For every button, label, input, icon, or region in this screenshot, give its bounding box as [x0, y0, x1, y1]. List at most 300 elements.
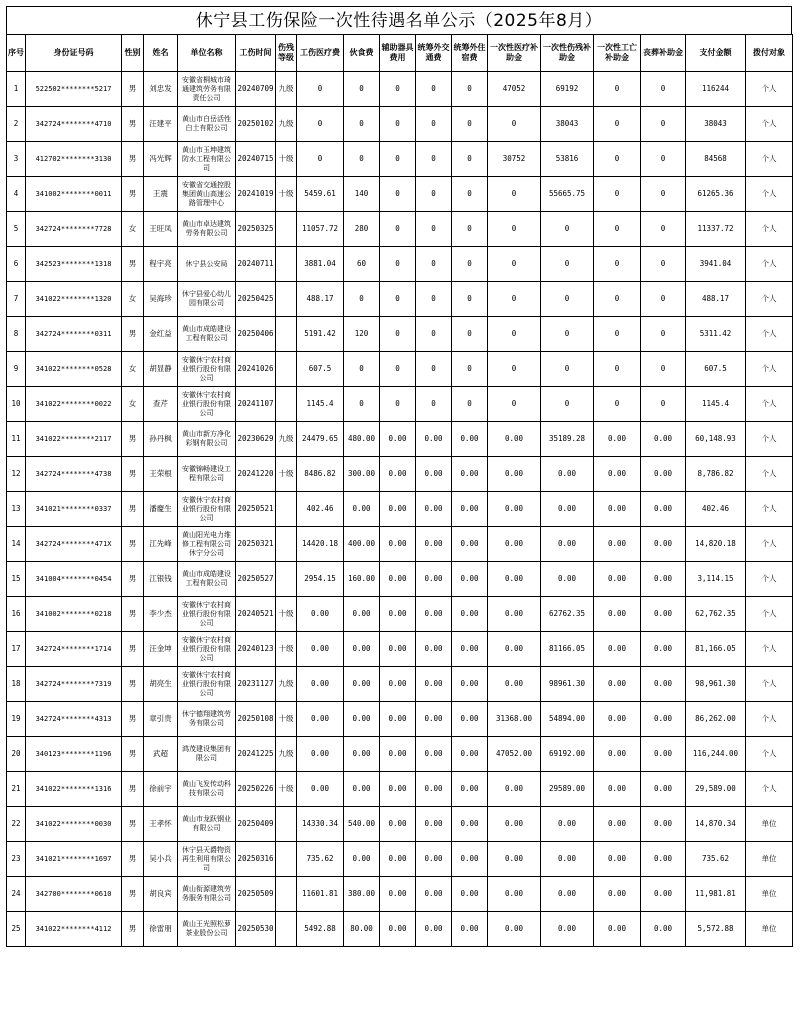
funeral-subsidy-cell: 0.00: [641, 667, 686, 702]
payment-amount-cell: 11,981.81: [686, 877, 746, 912]
meal-fee-cell: 0.00: [344, 597, 380, 632]
transport-fee-cell: 0.00: [416, 527, 452, 562]
name-cell: 查芹: [144, 387, 178, 422]
one-time-medical-subsidy-cell: 31368.00: [488, 702, 541, 737]
row-number-cell: 11: [7, 422, 26, 457]
assistive-device-fee-cell: 0.00: [380, 632, 416, 667]
name-cell: 王荣根: [144, 457, 178, 492]
one-time-medical-subsidy-cell: 0.00: [488, 667, 541, 702]
gender-cell: 男: [122, 142, 144, 177]
table-row: [7, 457, 793, 492]
one-time-disability-subsidy-cell: 0: [541, 282, 594, 317]
lodging-fee-cell: 0: [452, 177, 488, 212]
transport-fee-cell: 0: [416, 212, 452, 247]
assistive-device-fee-cell: 0.00: [380, 492, 416, 527]
one-time-death-subsidy-cell: 0.00: [594, 457, 641, 492]
funeral-subsidy-cell: 0.00: [641, 597, 686, 632]
medical-fee-cell: 5459.61: [297, 177, 344, 212]
payee-type-cell: 个人: [746, 247, 793, 282]
disability-grade-cell: 九级: [276, 422, 297, 457]
employer-name-cell: 安徽休宁农村商业银行股份有限公司: [178, 352, 236, 387]
lodging-fee-cell: 0.00: [452, 562, 488, 597]
medical-fee-cell: 11057.72: [297, 212, 344, 247]
column-header: 序号: [7, 35, 26, 72]
assistive-device-fee-cell: 0: [380, 317, 416, 352]
employer-name-cell: 黄山飞发传动科技有限公司: [178, 772, 236, 807]
assistive-device-fee-cell: 0: [380, 142, 416, 177]
table-row: [7, 282, 793, 317]
column-header: 姓名: [144, 35, 178, 72]
payee-type-cell: 个人: [746, 492, 793, 527]
payment-amount-cell: 8,786.82: [686, 457, 746, 492]
one-time-death-subsidy-cell: 0.00: [594, 597, 641, 632]
transport-fee-cell: 0.00: [416, 877, 452, 912]
gender-cell: 男: [122, 597, 144, 632]
one-time-disability-subsidy-cell: 55665.75: [541, 177, 594, 212]
funeral-subsidy-cell: 0.00: [641, 422, 686, 457]
payment-amount-cell: 62,762.35: [686, 597, 746, 632]
transport-fee-cell: 0: [416, 387, 452, 422]
one-time-death-subsidy-cell: 0.00: [594, 632, 641, 667]
gender-cell: 男: [122, 492, 144, 527]
name-cell: 程宇亮: [144, 247, 178, 282]
injury-date-cell: 20241019: [236, 177, 276, 212]
lodging-fee-cell: 0.00: [452, 912, 488, 947]
table-row: [7, 597, 793, 632]
meal-fee-cell: 0.00: [344, 667, 380, 702]
id-number-cell: 341002********0011: [26, 177, 122, 212]
one-time-medical-subsidy-cell: 0: [488, 387, 541, 422]
employer-name-cell: 鸿茂建设集团有限公司: [178, 737, 236, 772]
transport-fee-cell: 0.00: [416, 457, 452, 492]
employer-name-cell: 黄山市玉坤建筑防水工程有限公司: [178, 142, 236, 177]
transport-fee-cell: 0: [416, 72, 452, 107]
table-row: [7, 317, 793, 352]
row-number-cell: 5: [7, 212, 26, 247]
one-time-death-subsidy-cell: 0: [594, 247, 641, 282]
id-number-cell: 340123********1196: [26, 737, 122, 772]
payee-type-cell: 单位: [746, 912, 793, 947]
row-number-cell: 7: [7, 282, 26, 317]
injury-date-cell: 20240521: [236, 597, 276, 632]
meal-fee-cell: 0.00: [344, 702, 380, 737]
one-time-death-subsidy-cell: 0.00: [594, 667, 641, 702]
funeral-subsidy-cell: 0: [641, 72, 686, 107]
payee-type-cell: 个人: [746, 422, 793, 457]
meal-fee-cell: 0: [344, 72, 380, 107]
lodging-fee-cell: 0: [452, 387, 488, 422]
row-number-cell: 18: [7, 667, 26, 702]
row-number-cell: 4: [7, 177, 26, 212]
name-cell: 胡良宾: [144, 877, 178, 912]
row-number-cell: 1: [7, 72, 26, 107]
gender-cell: 女: [122, 212, 144, 247]
one-time-death-subsidy-cell: 0.00: [594, 562, 641, 597]
id-number-cell: 341022********1316: [26, 772, 122, 807]
one-time-disability-subsidy-cell: 0: [541, 317, 594, 352]
medical-fee-cell: 0: [297, 72, 344, 107]
gender-cell: 男: [122, 72, 144, 107]
row-number-cell: 25: [7, 912, 26, 947]
meal-fee-cell: 0: [344, 387, 380, 422]
meal-fee-cell: 280: [344, 212, 380, 247]
meal-fee-cell: 160.00: [344, 562, 380, 597]
name-cell: 武超: [144, 737, 178, 772]
row-number-cell: 8: [7, 317, 26, 352]
one-time-medical-subsidy-cell: 0.00: [488, 597, 541, 632]
payee-type-cell: 个人: [746, 107, 793, 142]
row-number-cell: 17: [7, 632, 26, 667]
compensation-table: [6, 34, 793, 947]
medical-fee-cell: 5492.88: [297, 912, 344, 947]
one-time-death-subsidy-cell: 0: [594, 212, 641, 247]
meal-fee-cell: 0.00: [344, 632, 380, 667]
assistive-device-fee-cell: 0.00: [380, 877, 416, 912]
column-header: 统筹外交通费: [416, 35, 452, 72]
transport-fee-cell: 0.00: [416, 772, 452, 807]
gender-cell: 男: [122, 632, 144, 667]
gender-cell: 男: [122, 842, 144, 877]
payment-amount-cell: 116,244.00: [686, 737, 746, 772]
name-cell: 江先峰: [144, 527, 178, 562]
table-row: [7, 352, 793, 387]
column-header: 伙食费: [344, 35, 380, 72]
disability-grade-cell: 十级: [276, 702, 297, 737]
table-row: [7, 807, 793, 842]
one-time-disability-subsidy-cell: 38043: [541, 107, 594, 142]
payment-amount-cell: 29,589.00: [686, 772, 746, 807]
transport-fee-cell: 0.00: [416, 667, 452, 702]
row-number-cell: 10: [7, 387, 26, 422]
funeral-subsidy-cell: 0.00: [641, 492, 686, 527]
one-time-disability-subsidy-cell: 0.00: [541, 877, 594, 912]
table-row: [7, 177, 793, 212]
transport-fee-cell: 0.00: [416, 842, 452, 877]
meal-fee-cell: 0: [344, 107, 380, 142]
id-number-cell: 342724********1714: [26, 632, 122, 667]
funeral-subsidy-cell: 0.00: [641, 562, 686, 597]
one-time-death-subsidy-cell: 0.00: [594, 842, 641, 877]
name-cell: 金红益: [144, 317, 178, 352]
one-time-disability-subsidy-cell: 0.00: [541, 527, 594, 562]
one-time-death-subsidy-cell: 0.00: [594, 492, 641, 527]
one-time-death-subsidy-cell: 0.00: [594, 877, 641, 912]
row-number-cell: 22: [7, 807, 26, 842]
assistive-device-fee-cell: 0: [380, 387, 416, 422]
funeral-subsidy-cell: 0.00: [641, 912, 686, 947]
lodging-fee-cell: 0: [452, 317, 488, 352]
injury-date-cell: 20241107: [236, 387, 276, 422]
funeral-subsidy-cell: 0.00: [641, 772, 686, 807]
lodging-fee-cell: 0.00: [452, 877, 488, 912]
assistive-device-fee-cell: 0.00: [380, 597, 416, 632]
employer-name-cell: 安徽锦畅建设工程有限公司: [178, 457, 236, 492]
gender-cell: 女: [122, 352, 144, 387]
payment-amount-cell: 14,820.18: [686, 527, 746, 562]
disability-grade-cell: [276, 842, 297, 877]
payee-type-cell: 个人: [746, 142, 793, 177]
funeral-subsidy-cell: 0.00: [641, 842, 686, 877]
funeral-subsidy-cell: 0.00: [641, 702, 686, 737]
table-row: [7, 667, 793, 702]
column-header: 工伤医疗费: [297, 35, 344, 72]
transport-fee-cell: 0.00: [416, 737, 452, 772]
meal-fee-cell: 60: [344, 247, 380, 282]
row-number-cell: 9: [7, 352, 26, 387]
disability-grade-cell: 十级: [276, 632, 297, 667]
payee-type-cell: 个人: [746, 457, 793, 492]
lodging-fee-cell: 0.00: [452, 457, 488, 492]
column-header: 丧葬补助金: [641, 35, 686, 72]
assistive-device-fee-cell: 0.00: [380, 737, 416, 772]
injury-date-cell: 20250325: [236, 212, 276, 247]
row-number-cell: 23: [7, 842, 26, 877]
name-cell: 刘忠发: [144, 72, 178, 107]
injury-date-cell: 20250321: [236, 527, 276, 562]
employer-name-cell: 安徽休宁农村商业银行股份有限公司: [178, 387, 236, 422]
column-header: 伤残等级: [276, 35, 297, 72]
medical-fee-cell: 0: [297, 107, 344, 142]
table-row: [7, 422, 793, 457]
column-header: 辅助器具费用: [380, 35, 416, 72]
table-row: [7, 107, 793, 142]
one-time-death-subsidy-cell: 0.00: [594, 737, 641, 772]
employer-name-cell: 黄山市龙跃钢业有限公司: [178, 807, 236, 842]
id-number-cell: 341021********0337: [26, 492, 122, 527]
payment-amount-cell: 98,961.30: [686, 667, 746, 702]
table-row: [7, 387, 793, 422]
one-time-death-subsidy-cell: 0: [594, 352, 641, 387]
meal-fee-cell: 0: [344, 142, 380, 177]
id-number-cell: 342523********1318: [26, 247, 122, 282]
disability-grade-cell: [276, 562, 297, 597]
id-number-cell: 342724********4738: [26, 457, 122, 492]
employer-name-cell: 黄山市卓达建筑劳务有限公司: [178, 212, 236, 247]
assistive-device-fee-cell: 0.00: [380, 562, 416, 597]
row-number-cell: 20: [7, 737, 26, 772]
medical-fee-cell: 0.00: [297, 702, 344, 737]
meal-fee-cell: 300.00: [344, 457, 380, 492]
injury-date-cell: 20250530: [236, 912, 276, 947]
injury-date-cell: 20241225: [236, 737, 276, 772]
column-header: 工伤时间: [236, 35, 276, 72]
id-number-cell: 342724********7319: [26, 667, 122, 702]
transport-fee-cell: 0.00: [416, 422, 452, 457]
one-time-medical-subsidy-cell: 0.00: [488, 562, 541, 597]
injury-date-cell: 20250316: [236, 842, 276, 877]
lodging-fee-cell: 0.00: [452, 422, 488, 457]
meal-fee-cell: 140: [344, 177, 380, 212]
funeral-subsidy-cell: 0.00: [641, 737, 686, 772]
injury-date-cell: 20250226: [236, 772, 276, 807]
id-number-cell: 342700********0610: [26, 877, 122, 912]
column-header: 统筹外住宿费: [452, 35, 488, 72]
row-number-cell: 15: [7, 562, 26, 597]
funeral-subsidy-cell: 0: [641, 352, 686, 387]
assistive-device-fee-cell: 0: [380, 352, 416, 387]
table-row: [7, 212, 793, 247]
one-time-medical-subsidy-cell: 0: [488, 352, 541, 387]
assistive-device-fee-cell: 0.00: [380, 772, 416, 807]
transport-fee-cell: 0: [416, 247, 452, 282]
disability-grade-cell: [276, 527, 297, 562]
payee-type-cell: 单位: [746, 807, 793, 842]
one-time-disability-subsidy-cell: 0.00: [541, 562, 594, 597]
one-time-death-subsidy-cell: 0.00: [594, 527, 641, 562]
name-cell: 江银钱: [144, 562, 178, 597]
one-time-medical-subsidy-cell: 0.00: [488, 772, 541, 807]
medical-fee-cell: 2954.15: [297, 562, 344, 597]
disability-grade-cell: 九级: [276, 737, 297, 772]
one-time-medical-subsidy-cell: 0.00: [488, 632, 541, 667]
column-header: 单位名称: [178, 35, 236, 72]
name-cell: 汪金坤: [144, 632, 178, 667]
one-time-death-subsidy-cell: 0: [594, 387, 641, 422]
employer-name-cell: 安徽休宁农村商业银行股份有限公司: [178, 597, 236, 632]
one-time-medical-subsidy-cell: 0.00: [488, 807, 541, 842]
lodging-fee-cell: 0.00: [452, 807, 488, 842]
one-time-death-subsidy-cell: 0: [594, 177, 641, 212]
table-row: [7, 842, 793, 877]
one-time-disability-subsidy-cell: 69192: [541, 72, 594, 107]
funeral-subsidy-cell: 0: [641, 247, 686, 282]
table-row: [7, 737, 793, 772]
lodging-fee-cell: 0.00: [452, 527, 488, 562]
one-time-disability-subsidy-cell: 0: [541, 352, 594, 387]
medical-fee-cell: 0.00: [297, 632, 344, 667]
id-number-cell: 342724********4710: [26, 107, 122, 142]
lodging-fee-cell: 0.00: [452, 702, 488, 737]
id-number-cell: 522502********5217: [26, 72, 122, 107]
injury-date-cell: 20240709: [236, 72, 276, 107]
lodging-fee-cell: 0: [452, 107, 488, 142]
payee-type-cell: 个人: [746, 562, 793, 597]
row-number-cell: 12: [7, 457, 26, 492]
disability-grade-cell: 九级: [276, 667, 297, 702]
row-number-cell: 24: [7, 877, 26, 912]
injury-date-cell: 20240715: [236, 142, 276, 177]
lodging-fee-cell: 0: [452, 352, 488, 387]
lodging-fee-cell: 0.00: [452, 667, 488, 702]
payment-amount-cell: 14,870.34: [686, 807, 746, 842]
funeral-subsidy-cell: 0.00: [641, 457, 686, 492]
payee-type-cell: 个人: [746, 702, 793, 737]
one-time-disability-subsidy-cell: 0.00: [541, 457, 594, 492]
medical-fee-cell: 735.62: [297, 842, 344, 877]
gender-cell: 男: [122, 107, 144, 142]
injury-date-cell: 20250527: [236, 562, 276, 597]
column-header: 性别: [122, 35, 144, 72]
lodging-fee-cell: 0: [452, 142, 488, 177]
gender-cell: 男: [122, 422, 144, 457]
id-number-cell: 341022********0528: [26, 352, 122, 387]
injury-date-cell: 20250108: [236, 702, 276, 737]
name-cell: 汪建平: [144, 107, 178, 142]
one-time-death-subsidy-cell: 0.00: [594, 912, 641, 947]
gender-cell: 男: [122, 702, 144, 737]
name-cell: 冯光辉: [144, 142, 178, 177]
employer-name-cell: 安徽省交通控股集团黄山高速公路管理中心: [178, 177, 236, 212]
id-number-cell: 341002********0218: [26, 597, 122, 632]
meal-fee-cell: 0: [344, 352, 380, 387]
gender-cell: 男: [122, 247, 144, 282]
name-cell: 胡亮生: [144, 667, 178, 702]
disability-grade-cell: [276, 282, 297, 317]
payee-type-cell: 个人: [746, 772, 793, 807]
funeral-subsidy-cell: 0: [641, 142, 686, 177]
table-row: [7, 527, 793, 562]
employer-name-cell: 黄山市新方净化彩钢有限公司: [178, 422, 236, 457]
meal-fee-cell: 540.00: [344, 807, 380, 842]
transport-fee-cell: 0.00: [416, 807, 452, 842]
name-cell: 徐雷朋: [144, 912, 178, 947]
lodging-fee-cell: 0.00: [452, 632, 488, 667]
payment-amount-cell: 60,148.93: [686, 422, 746, 457]
disability-grade-cell: 十级: [276, 142, 297, 177]
disability-grade-cell: 九级: [276, 72, 297, 107]
lodging-fee-cell: 0: [452, 282, 488, 317]
employer-name-cell: 休宁县公安局: [178, 247, 236, 282]
transport-fee-cell: 0: [416, 107, 452, 142]
id-number-cell: 342724********4313: [26, 702, 122, 737]
employer-name-cell: 休宁县爱心幼儿园有限公司: [178, 282, 236, 317]
name-cell: 徐前宇: [144, 772, 178, 807]
payee-type-cell: 个人: [746, 317, 793, 352]
injury-date-cell: 20250425: [236, 282, 276, 317]
funeral-subsidy-cell: 0.00: [641, 632, 686, 667]
disability-grade-cell: [276, 877, 297, 912]
disability-grade-cell: 十级: [276, 772, 297, 807]
one-time-medical-subsidy-cell: 47052: [488, 72, 541, 107]
one-time-death-subsidy-cell: 0: [594, 107, 641, 142]
payee-type-cell: 个人: [746, 387, 793, 422]
gender-cell: 男: [122, 177, 144, 212]
transport-fee-cell: 0.00: [416, 562, 452, 597]
id-number-cell: 342724********7728: [26, 212, 122, 247]
meal-fee-cell: 0.00: [344, 492, 380, 527]
disability-grade-cell: 十级: [276, 597, 297, 632]
meal-fee-cell: 380.00: [344, 877, 380, 912]
payee-type-cell: 个人: [746, 282, 793, 317]
lodging-fee-cell: 0: [452, 247, 488, 282]
one-time-disability-subsidy-cell: 0.00: [541, 492, 594, 527]
table-row: [7, 562, 793, 597]
assistive-device-fee-cell: 0.00: [380, 807, 416, 842]
assistive-device-fee-cell: 0: [380, 247, 416, 282]
injury-date-cell: 20240123: [236, 632, 276, 667]
employer-name-cell: 安徽休宁农村商业银行股份有限公司: [178, 492, 236, 527]
employer-name-cell: 黄山阳光电力维修工程有限公司休宁分公司: [178, 527, 236, 562]
row-number-cell: 19: [7, 702, 26, 737]
payment-amount-cell: 5,572.88: [686, 912, 746, 947]
medical-fee-cell: 11601.81: [297, 877, 344, 912]
employer-name-cell: 安徽省桐城市琦通建筑劳务有限责任公司: [178, 72, 236, 107]
gender-cell: 女: [122, 387, 144, 422]
assistive-device-fee-cell: 0: [380, 212, 416, 247]
payment-amount-cell: 402.46: [686, 492, 746, 527]
injury-date-cell: 20250509: [236, 877, 276, 912]
assistive-device-fee-cell: 0: [380, 177, 416, 212]
payee-type-cell: 个人: [746, 72, 793, 107]
assistive-device-fee-cell: 0.00: [380, 527, 416, 562]
gender-cell: 男: [122, 807, 144, 842]
one-time-medical-subsidy-cell: 0.00: [488, 492, 541, 527]
disability-grade-cell: 十级: [276, 457, 297, 492]
disability-grade-cell: [276, 387, 297, 422]
meal-fee-cell: 0: [344, 282, 380, 317]
one-time-death-subsidy-cell: 0: [594, 142, 641, 177]
table-row: [7, 247, 793, 282]
